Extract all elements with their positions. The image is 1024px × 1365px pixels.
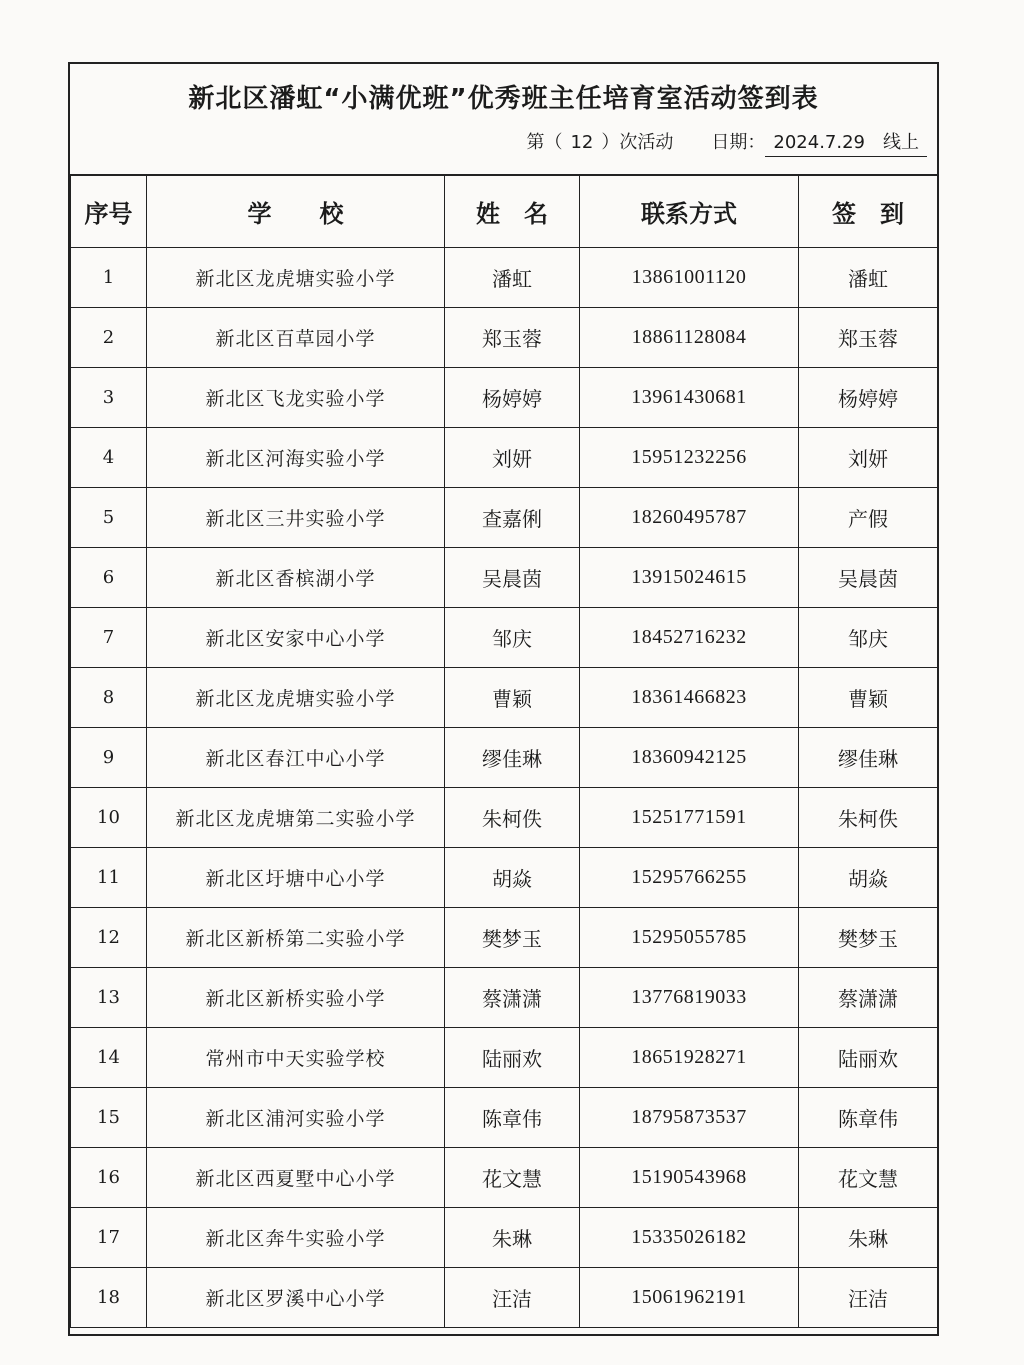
cell-sign: 邹庆 <box>799 608 938 668</box>
cell-sign: 胡焱 <box>799 848 938 908</box>
cell-sign: 汪洁 <box>799 1268 938 1328</box>
cell-index: 16 <box>71 1148 147 1208</box>
cell-index: 17 <box>71 1208 147 1268</box>
cell-school: 新北区奔牛实验小学 <box>147 1208 445 1268</box>
cell-name: 邹庆 <box>445 608 580 668</box>
sheet-header <box>70 64 937 176</box>
table-row <box>71 788 938 848</box>
cell-phone: 13776819033 <box>580 968 799 1028</box>
cell-school: 新北区三井实验小学 <box>147 488 445 548</box>
cell-name: 汪洁 <box>445 1268 580 1328</box>
header-contact: 联系方式 <box>580 175 799 248</box>
cell-name: 潘虹 <box>445 248 580 308</box>
cell-school: 新北区飞龙实验小学 <box>147 368 445 428</box>
table-row <box>71 428 938 488</box>
cell-name: 胡焱 <box>445 848 580 908</box>
table-row <box>71 1028 938 1088</box>
table-header-row <box>71 175 938 248</box>
cell-phone: 18651928271 <box>580 1028 799 1088</box>
cell-name: 郑玉蓉 <box>445 308 580 368</box>
table-row <box>71 488 938 548</box>
cell-name: 蔡潇潇 <box>445 968 580 1028</box>
cell-name: 曹颖 <box>445 668 580 728</box>
cell-sign: 刘妍 <box>799 428 938 488</box>
cell-phone: 18260495787 <box>580 488 799 548</box>
header-index: 序号 <box>71 175 147 248</box>
table-row <box>71 968 938 1028</box>
cell-index: 9 <box>71 728 147 788</box>
cell-school: 新北区龙虎塘实验小学 <box>147 248 445 308</box>
table-row <box>71 368 938 428</box>
cell-index: 2 <box>71 308 147 368</box>
cell-sign: 产假 <box>799 488 938 548</box>
cell-phone: 18795873537 <box>580 1088 799 1148</box>
cell-school: 新北区龙虎塘第二实验小学 <box>147 788 445 848</box>
cell-school: 新北区西夏墅中心小学 <box>147 1148 445 1208</box>
cell-name: 刘妍 <box>445 428 580 488</box>
cell-school: 新北区圩塘中心小学 <box>147 848 445 908</box>
header-school: 学 校 <box>147 175 445 248</box>
cell-name: 吴晨茵 <box>445 548 580 608</box>
cell-phone: 13861001120 <box>580 248 799 308</box>
sign-in-sheet <box>68 62 939 1336</box>
session-number: 12 <box>570 132 594 153</box>
table-row <box>71 848 938 908</box>
session-meta <box>526 128 927 157</box>
cell-sign: 潘虹 <box>799 248 938 308</box>
cell-sign: 郑玉蓉 <box>799 308 938 368</box>
cell-index: 6 <box>71 548 147 608</box>
table-row <box>71 908 938 968</box>
attendance-table <box>70 174 938 1328</box>
cell-name: 查嘉俐 <box>445 488 580 548</box>
cell-index: 8 <box>71 668 147 728</box>
table-row <box>71 608 938 668</box>
cell-school: 新北区百草园小学 <box>147 308 445 368</box>
table-row <box>71 1268 938 1328</box>
cell-phone: 18360942125 <box>580 728 799 788</box>
session-label-suffix: ）次活动 <box>601 132 674 153</box>
cell-school: 新北区龙虎塘实验小学 <box>147 668 445 728</box>
cell-phone: 18861128084 <box>580 308 799 368</box>
table-body <box>71 248 938 1328</box>
header-name: 姓 名 <box>445 175 580 248</box>
cell-school: 新北区春江中心小学 <box>147 728 445 788</box>
cell-sign: 曹颖 <box>799 668 938 728</box>
cell-index: 5 <box>71 488 147 548</box>
cell-school: 常州市中天实验学校 <box>147 1028 445 1088</box>
cell-phone: 15061962191 <box>580 1268 799 1328</box>
sheet-title: 新北区潘虹“小满优班”优秀班主任培育室活动签到表 <box>188 84 819 114</box>
table-row <box>71 1148 938 1208</box>
cell-phone: 15251771591 <box>580 788 799 848</box>
table-row <box>71 248 938 308</box>
cell-index: 3 <box>71 368 147 428</box>
cell-sign: 杨婷婷 <box>799 368 938 428</box>
cell-index: 13 <box>71 968 147 1028</box>
cell-index: 10 <box>71 788 147 848</box>
cell-phone: 15951232256 <box>580 428 799 488</box>
cell-index: 14 <box>71 1028 147 1088</box>
cell-name: 花文慧 <box>445 1148 580 1208</box>
table-row <box>71 668 938 728</box>
cell-phone: 15295766255 <box>580 848 799 908</box>
cell-sign: 樊梦玉 <box>799 908 938 968</box>
cell-sign: 吴晨茵 <box>799 548 938 608</box>
table-row <box>71 548 938 608</box>
cell-name: 樊梦玉 <box>445 908 580 968</box>
cell-phone: 15335026182 <box>580 1208 799 1268</box>
cell-sign: 朱柯佚 <box>799 788 938 848</box>
cell-school: 新北区罗溪中心小学 <box>147 1268 445 1328</box>
header-sign: 签 到 <box>799 175 938 248</box>
cell-school: 新北区香槟湖小学 <box>147 548 445 608</box>
cell-index: 12 <box>71 908 147 968</box>
cell-sign: 蔡潇潇 <box>799 968 938 1028</box>
cell-phone: 15190543968 <box>580 1148 799 1208</box>
cell-index: 11 <box>71 848 147 908</box>
cell-index: 1 <box>71 248 147 308</box>
cell-name: 缪佳琳 <box>445 728 580 788</box>
cell-phone: 13915024615 <box>580 548 799 608</box>
cell-school: 新北区安家中心小学 <box>147 608 445 668</box>
cell-sign: 朱琳 <box>799 1208 938 1268</box>
session-label-prefix: 第（ <box>526 132 563 153</box>
cell-sign: 陈章伟 <box>799 1088 938 1148</box>
cell-name: 朱琳 <box>445 1208 580 1268</box>
cell-school: 新北区新桥实验小学 <box>147 968 445 1028</box>
table-row <box>71 728 938 788</box>
cell-index: 7 <box>71 608 147 668</box>
cell-school: 新北区新桥第二实验小学 <box>147 908 445 968</box>
date-value: 2024.7.29 线上 <box>765 128 927 157</box>
cell-phone: 15295055785 <box>580 908 799 968</box>
cell-sign: 陆丽欢 <box>799 1028 938 1088</box>
cell-name: 陈章伟 <box>445 1088 580 1148</box>
cell-name: 陆丽欢 <box>445 1028 580 1088</box>
date-label: 日期： <box>711 132 766 153</box>
table-row <box>71 308 938 368</box>
cell-school: 新北区浦河实验小学 <box>147 1088 445 1148</box>
cell-index: 4 <box>71 428 147 488</box>
cell-name: 杨婷婷 <box>445 368 580 428</box>
cell-phone: 18361466823 <box>580 668 799 728</box>
table-row <box>71 1088 938 1148</box>
table-row <box>71 1208 938 1268</box>
cell-phone: 18452716232 <box>580 608 799 668</box>
cell-index: 15 <box>71 1088 147 1148</box>
attendance-table-container <box>70 174 937 1334</box>
cell-phone: 13961430681 <box>580 368 799 428</box>
cell-index: 18 <box>71 1268 147 1328</box>
cell-school: 新北区河海实验小学 <box>147 428 445 488</box>
cell-sign: 花文慧 <box>799 1148 938 1208</box>
cell-name: 朱柯佚 <box>445 788 580 848</box>
cell-sign: 缪佳琳 <box>799 728 938 788</box>
